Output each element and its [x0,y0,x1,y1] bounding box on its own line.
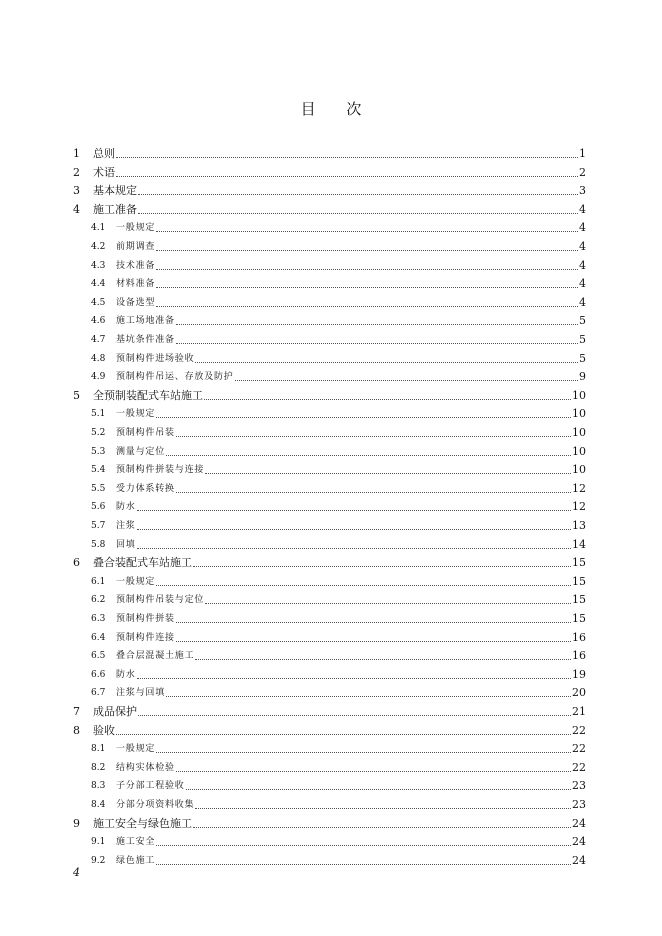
toc-entry-number: 4.4 [91,279,106,290]
toc-leader-dots [138,212,578,214]
toc-leader-dots [193,826,571,828]
toc-entry[interactable] [91,369,586,385]
toc-entry-label: 施工安全 [116,837,156,848]
toc-entry[interactable] [91,685,586,701]
toc-entry-number: 6.1 [91,576,106,587]
toc-entry-page: 21 [572,705,586,718]
toc-entry-number: 9.1 [91,837,106,848]
toc-entry-number: 6.7 [91,688,106,699]
toc-entry-page: 5 [579,314,586,328]
toc-entry-page: 15 [572,556,586,570]
toc-entry-page: 10 [572,444,586,458]
toc-entry-number: 5.3 [91,446,106,457]
toc-entry-page: 16 [572,630,586,644]
toc-leader-dots [205,472,571,474]
toc-entry-number: 9.2 [91,855,106,866]
toc-entry-label: 注浆与回填 [116,688,166,699]
toc-leader-dots [156,286,578,288]
toc-entry[interactable] [91,834,586,850]
toc-leader-dots [235,379,578,381]
toc-leader-dots [176,491,571,493]
toc-entry-number: 7 [73,705,80,718]
toc-entry[interactable] [91,295,586,311]
toc-entry-label: 施工安全与绿色施工 [93,816,192,830]
toc-entry-page: 20 [572,686,586,700]
toc-entry[interactable] [91,537,586,553]
toc-entry-number: 4.5 [91,297,106,308]
toc-entry-page: 3 [579,184,586,198]
toc-entry-number: 4.1 [91,223,106,234]
toc-entry-number: 4 [73,202,80,216]
toc-leader-dots [176,640,571,642]
toc-entry[interactable] [91,462,586,478]
toc-leader-dots [176,621,571,623]
toc-entry[interactable] [91,499,586,515]
toc-leader-dots [156,305,578,307]
toc-entry-label: 施工场地准备 [116,316,175,327]
toc-entry[interactable] [91,797,586,813]
toc-entry-page: 4 [579,258,586,272]
toc-entry-page: 10 [572,463,586,477]
toc-entry-page: 5 [579,351,586,365]
toc-entry-number: 2 [73,165,80,179]
toc-leader-dots [156,416,571,418]
toc-leader-dots [176,342,578,344]
toc-entry-page: 15 [572,574,586,588]
toc-entry[interactable] [91,258,586,274]
toc-leader-dots [205,602,571,604]
toc-entry[interactable] [73,816,586,832]
toc-entry-number: 3 [73,184,80,198]
toc-entry[interactable] [91,481,586,497]
toc-entry[interactable] [73,555,586,571]
page-title: 目 次 [300,100,362,118]
toc-entry-page: 4 [579,240,586,253]
toc-entry[interactable] [91,444,586,460]
toc-entry-label: 叠合装配式车站施工 [93,556,192,570]
toc-entry-number: 5.7 [91,521,106,531]
toc-entry-page: 2 [579,165,586,179]
toc-leader-dots [138,714,571,716]
toc-leader-dots [166,454,571,456]
toc-entry[interactable] [91,760,586,776]
toc-entry-page: 19 [572,667,586,681]
toc-entry-page: 1 [579,147,586,160]
toc-entry-label: 技术准备 [116,260,156,271]
toc-entry[interactable] [73,183,586,199]
toc-entry-number: 8.3 [91,781,106,792]
toc-entry-page: 24 [572,835,586,849]
toc-entry[interactable] [91,611,586,627]
toc-entry-page: 22 [572,742,586,756]
toc-entry-label: 材料准备 [116,279,156,290]
toc-entry-number: 6.2 [91,595,106,606]
toc-entry-number: 6.4 [91,632,106,643]
toc-entry[interactable] [73,704,586,720]
toc-entry-label: 绿色施工 [116,855,156,866]
toc-entry-number: 4.8 [91,353,106,364]
toc-entry-page: 16 [572,649,586,663]
toc-entry[interactable] [91,239,586,255]
toc-leader-dots [204,398,571,400]
toc-leader-dots [156,268,578,270]
toc-entry-label: 施工准备 [93,202,137,216]
toc-leader-dots [156,844,571,846]
toc-entry-label: 总则 [93,147,115,160]
toc-entry-label: 预制构件拼装 [116,614,175,624]
toc-entry-number: 6.6 [91,669,106,680]
toc-entry-page: 10 [572,426,586,439]
toc-entry-label: 基坑条件准备 [116,335,175,345]
toc-entry-page: 10 [572,407,586,421]
toc-entry-number: 4.2 [91,242,106,252]
toc-leader-dots [116,156,578,158]
toc-entry-label: 分部分项资料收集 [116,800,195,810]
toc-entry[interactable] [91,313,586,329]
toc-entry-page: 5 [579,333,586,346]
toc-leader-dots [195,361,578,363]
toc-leader-dots [156,249,578,251]
toc-entry[interactable] [91,592,586,608]
toc-entry-label: 预制构件吊装 [116,428,175,438]
toc-entry[interactable] [73,165,586,181]
toc-entry-label: 预制构件拼装与连接 [116,465,205,476]
toc-entry[interactable] [91,406,586,422]
toc-entry-label: 一般规定 [116,409,156,420]
toc-entry-label: 验收 [93,723,115,737]
toc-leader-dots [166,695,571,697]
toc-entry[interactable] [91,574,586,590]
toc-entry-label: 设备选型 [116,297,156,308]
toc-entry-label: 术语 [93,165,115,179]
toc-entry-number: 5.5 [91,483,106,494]
toc-entry-number: 8.2 [91,762,106,773]
toc-entry-label: 全预制装配式车站施工 [93,388,203,402]
toc-entry-label: 预制构件吊装与定位 [116,595,205,606]
toc-entry-number: 5.8 [91,539,106,550]
toc-entry-number: 6 [73,556,80,570]
toc-leader-dots [195,807,571,809]
toc-leader-dots [156,230,578,232]
toc-entry-page: 12 [572,500,586,514]
toc-leader-dots [116,733,571,735]
toc-entry-label: 受力体系转换 [116,483,175,494]
toc-entry-number: 5.6 [91,502,106,513]
toc-entry-page: 9 [579,370,586,384]
toc-entry-label: 一般规定 [116,576,156,587]
toc-entry-page: 10 [572,388,586,402]
toc-entry-number: 4.3 [91,260,106,271]
toc-entry-label: 注浆 [116,521,136,531]
toc-entry-page: 15 [572,612,586,625]
toc-entry-label: 成品保护 [93,705,137,718]
toc-entry-page: 4 [579,277,586,291]
toc-entry[interactable] [73,723,586,739]
toc-entry[interactable] [91,667,586,683]
toc-entry-number: 5.1 [91,409,106,420]
toc-entry[interactable] [91,648,586,664]
toc-leader-dots [156,863,571,865]
toc-leader-dots [195,658,571,660]
toc-entry-number: 5.4 [91,465,106,476]
toc-entry[interactable] [73,146,586,162]
toc-entry[interactable] [73,202,586,218]
toc-entry-label: 预制构件连接 [116,632,175,643]
toc-entry-number: 8.1 [91,744,106,755]
toc-entry[interactable] [91,276,586,292]
toc-entry-number: 6.5 [91,651,106,662]
toc-leader-dots [137,677,571,679]
toc-entry-page: 12 [572,481,586,495]
toc-entry-page: 14 [572,537,586,551]
toc-entry-number: 6.3 [91,614,106,624]
toc-leader-dots [156,751,571,753]
toc-entry-page: 4 [579,221,586,235]
toc-entry-label: 防水 [116,502,136,513]
toc-entry-page: 4 [579,202,586,216]
toc-entry-page: 13 [572,519,586,532]
toc-entry-page: 23 [572,798,586,811]
toc-entry[interactable] [91,630,586,646]
toc-entry-number: 4.6 [91,316,106,327]
toc-entry-label: 叠合层混凝土施工 [116,651,195,662]
toc-entry-page: 4 [579,295,586,309]
toc-entry[interactable] [91,518,586,534]
toc-leader-dots [176,435,571,437]
toc-entry-page: 24 [572,853,586,867]
toc-entry-page: 15 [572,593,586,607]
toc-entry-label: 防水 [116,669,136,680]
toc-entry[interactable] [91,853,586,869]
toc-entry[interactable] [91,425,586,441]
toc-entry-page: 22 [572,760,586,774]
toc-entry-label: 测量与定位 [116,446,166,457]
toc-entry-number: 5 [73,388,80,402]
toc-entry-label: 预制构件吊运、存放及防护 [116,372,234,383]
toc-entry-label: 基本规定 [93,184,137,198]
toc-leader-dots [193,565,571,567]
toc-leader-dots [176,323,578,325]
toc-entry-number: 4.7 [91,335,106,345]
toc-entry[interactable] [91,741,586,757]
toc-entry-number: 4.9 [91,372,106,383]
toc-entry-number: 5.2 [91,428,106,438]
toc-entry[interactable] [91,220,586,236]
toc-entry[interactable] [91,351,586,367]
toc-leader-dots [137,509,571,511]
toc-entry[interactable] [91,778,586,794]
toc-entry-number: 1 [73,147,80,160]
toc-entry-label: 子分部工程验收 [116,781,185,792]
toc-leader-dots [137,547,571,549]
toc-entry-label: 结构实体检验 [116,762,175,773]
toc-entry-label: 前期调查 [116,242,156,252]
toc-entry-page: 24 [572,816,586,830]
toc-entry-label: 一般规定 [116,223,156,234]
toc-leader-dots [138,193,578,195]
toc-leader-dots [156,584,571,586]
toc-entry-number: 8.4 [91,800,106,810]
toc-leader-dots [176,770,571,772]
toc-entry-page: 23 [572,779,586,793]
toc-entry-label: 预制构件进场验收 [116,353,195,364]
toc-entry-page: 22 [572,723,586,737]
toc-entry-number: 8 [73,723,80,737]
toc-entry[interactable] [73,388,586,404]
page-number: 4 [73,866,80,879]
toc-leader-dots [137,528,571,530]
toc-entry[interactable] [91,332,586,348]
toc-entry-label: 一般规定 [116,744,156,755]
toc-entry-number: 9 [73,816,80,830]
toc-leader-dots [186,788,571,790]
toc-entry-label: 回填 [116,539,136,550]
toc-leader-dots [116,175,578,177]
